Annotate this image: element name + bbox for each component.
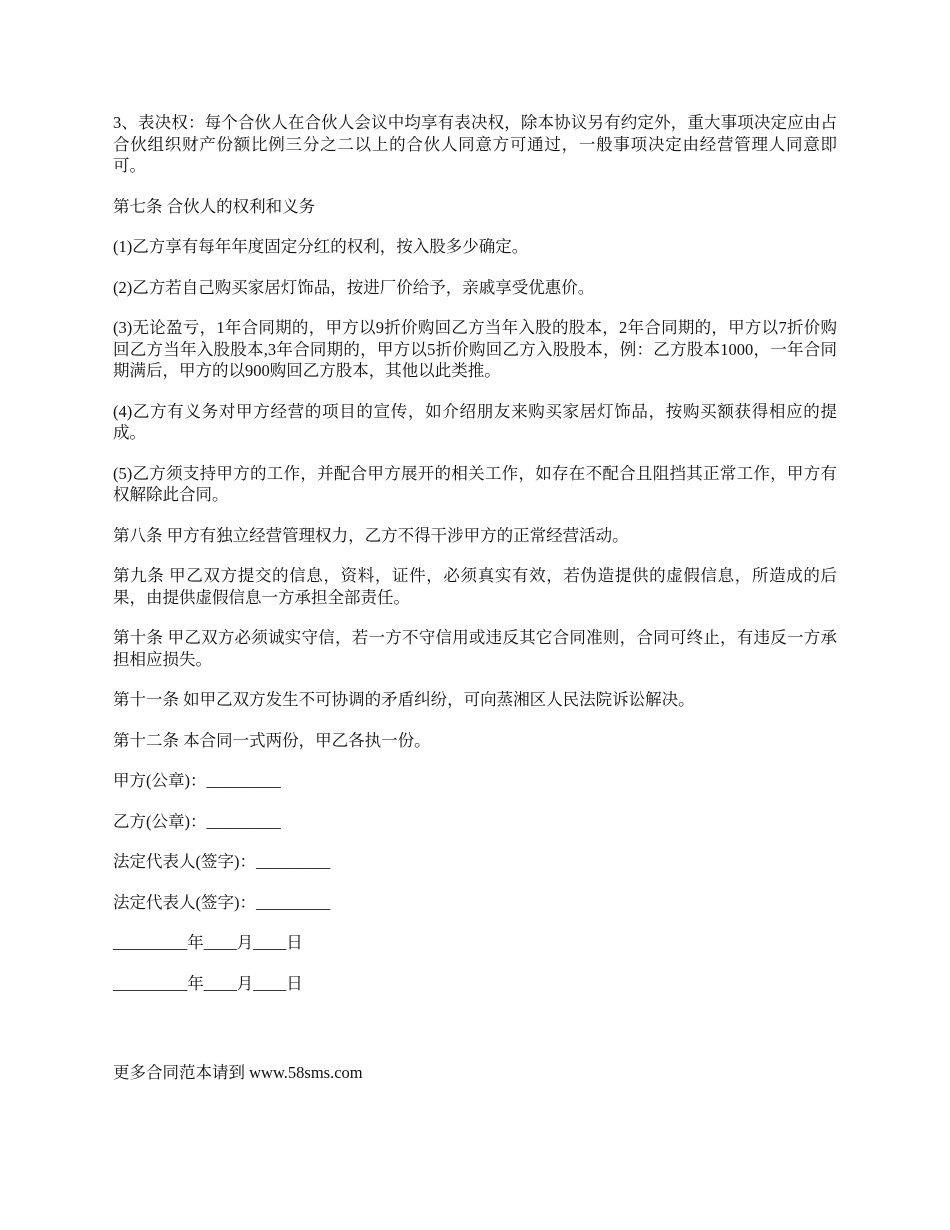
legal-rep-signature-line-1: 法定代表人(签字)：_________ bbox=[113, 852, 331, 871]
article-7-item-2: (2)乙方若自己购买家居灯饰品，按进厂价给予，亲戚享受优惠价。 bbox=[113, 277, 595, 297]
article-8: 第八条 甲方有独立经营管理权力，乙方不得干涉甲方的正常经营活动。 bbox=[113, 525, 629, 545]
article-9: 第九条 甲乙双方提交的信息，资料，证件，必须真实有效，若伪造提供的虚假信息，所造成的后果，由提供虚假信息一方承担全部责任。 bbox=[113, 566, 837, 607]
clause-voting-rights: 3、表决权：每个合伙人在合伙人会议中均享有表决权，除本协议另有约定外，重大事项决定应由占合伙组织财产份额比例三分之二以上的合伙人同意方可通过，一般事项决定由经营管理人同意即可。 bbox=[113, 113, 837, 175]
party-b-seal-line: 乙方(公章)：_________ bbox=[113, 811, 281, 831]
article-7-heading: 第七条 合伙人的权利和义务 bbox=[113, 196, 316, 216]
article-10: 第十条 甲乙双方必须诚实守信，若一方不守信用或违反其它合同准则，合同可终止，有违反一方承担相应损失。 bbox=[113, 628, 837, 669]
date-line-2: _________年____月____日 bbox=[113, 973, 303, 993]
article-12: 第十二条 本合同一式两份，甲乙各执一份。 bbox=[113, 730, 431, 750]
date-line-1: _________年____月____日 bbox=[113, 933, 303, 952]
footer-promo-text: 更多合同范本请到 www.58sms.com bbox=[113, 1063, 363, 1082]
article-11: 第十一条 如甲乙双方发生不可协调的矛盾纠纷，可向蒸湘区人民法院诉讼解决。 bbox=[113, 690, 695, 709]
article-7-item-3: (3)无论盈亏，1年合同期的，甲方以9折价购回乙方当年入股的股本，2年合同期的，甲方以7折价购回乙方当年入股股本,3年合同期的，甲方以5折价购回乙方入股股本，例：乙方股本1000，一年合同期满后，甲方的以900购回乙方股本，其他以此类推。 bbox=[113, 318, 837, 380]
article-7-item-4: (4)乙方有义务对甲方经营的项目的宣传，如介绍朋友来购买家居灯饰品，按购买额获得相应的提成。 bbox=[113, 401, 837, 442]
contract-page bbox=[113, 112, 837, 1013]
article-7-item-1: (1)乙方享有每年年度固定分红的权利，按入股多少确定。 bbox=[113, 237, 529, 256]
party-a-seal-line: 甲方(公章)：_________ bbox=[113, 771, 281, 790]
legal-rep-signature-line-2: 法定代表人(签字)：_________ bbox=[113, 892, 331, 912]
article-7-item-5: (5)乙方须支持甲方的工作，并配合甲方展开的相关工作，如存在不配合且阻挡其正常工作，甲方有权解除此合同。 bbox=[113, 463, 837, 504]
